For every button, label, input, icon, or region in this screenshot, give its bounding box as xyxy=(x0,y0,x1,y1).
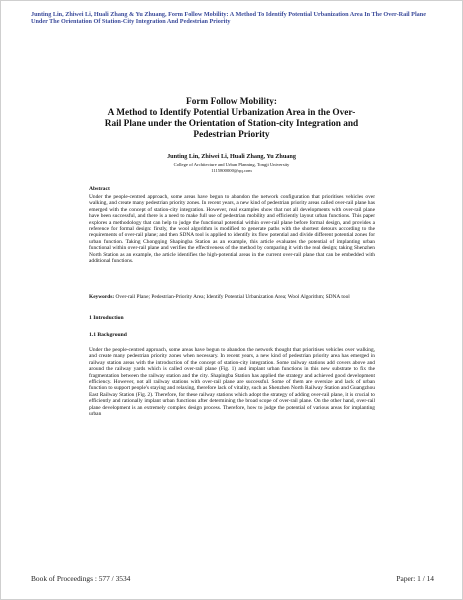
title-line: Rail Plane under the Orientation of Station-city Integration and xyxy=(104,119,359,129)
keywords-text: Over-rail Plane; Pedestrian-Priority Area; Identify Potential Urbanization Area; Wool Algorithm; SDNA tool xyxy=(114,294,350,300)
affiliation: College of Architecture and Urban Planning, Tongji University xyxy=(173,162,290,167)
abstract-heading: Abstract xyxy=(89,186,110,192)
abstract-text: Under the people-centred approach, some areas have begun to abandon the network configuration that prioritises vehicles over walking, and create many pedestrian priority zones. In recent years, a new kind of pedestrian priority areas called over-rail plane has emerged with the concept of station-city integration. However, real examples show that not all developments with over-rail plane have been successful, and there is a need to make full use of pedestrian mobility and efficiently layout urban functions. This paper explores a methodology that can help to judge the functional potential within over-rail plane before formal design, and provides a reference for formal design: firstly, the wool algorithm is modified to generate paths with the shortest detours according to the requirements of over-rail plane; and then SDNA tool is applied to identify its flow potential and divide different potential zones for urban function. Taking Chongqing Shapingba Station as an example, this article evaluates the potential of implanting urban functional within over-rail plane and verifies the effectiveness of the method by comparing it with the real design; taking Shenzhen North Station as an example, the article identifies the high-potential areas in the current over-rail plane that can be embedded with additional functions. xyxy=(89,194,375,265)
email: 1115800000@qq.com xyxy=(211,167,252,173)
affiliation-block xyxy=(61,162,402,174)
background-text: Under the people-centred approach, some areas have begun to abandon the network thought that prioritises vehicles over walking, and create many pedestrian priority zones when necessary. In recent years, a new kind of pedestrian priority area has emerged in railway station areas with the introduction of the concept of station-city integration. Some railway stations add covers above and around the railway yards which is called over-rail plane (Fig. 1) and implant urban functions in this new substrate to fix the fragmentation between the railway station and the city. Shapingba Station has applied the strategy and achieved good development efficiency. However, not all railway stations with over-rail plane are successful. Some of them are oversize and lack of urban function to support people's staying and relaxing, therefore lack of vitality, such as Shenzhen North Railway Station and Guangzhou East Railway Station (Fig. 2). Therefore, for these railway stations which adopt the strategy of adding over-rail plane, it is crucial to efficiently and rationally implant urban functions after determining the broad scope of over-rail plane. On the other hand, over-rail plane development is an extremely complex design process. Therefore, how to judge the potential of various areas for implanting urban xyxy=(89,347,375,418)
footer-proceedings: Book of Proceedings : 577 / 3534 xyxy=(31,574,131,583)
footer-page-number: Paper: 1 / 14 xyxy=(396,574,434,583)
section-background: 1.1 Background xyxy=(89,332,127,338)
title-line: Form Follow Mobility: xyxy=(186,97,277,107)
section-introduction: 1 Introduction xyxy=(89,315,124,321)
authors: Junting Lin, Zhiwei Li, Huali Zhang, Yu Zhuang xyxy=(167,153,296,160)
title-line: Pedestrian Priority xyxy=(193,130,270,140)
title-line: A Method to Identify Potential Urbanization Area in the Over- xyxy=(107,108,356,118)
paper-title xyxy=(71,97,392,141)
running-header: Junting Lin, Zhiwei Li, Huali Zhang & Yu Zhuang, Form Follow Mobility: A Method To Identify Potential Urbanization Area In The Over-Rail Plane Under The Orientation Of Station-City Integration And Pedestrian Priority xyxy=(31,11,426,26)
keywords xyxy=(89,294,375,300)
keywords-label: Keywords: xyxy=(89,294,115,300)
